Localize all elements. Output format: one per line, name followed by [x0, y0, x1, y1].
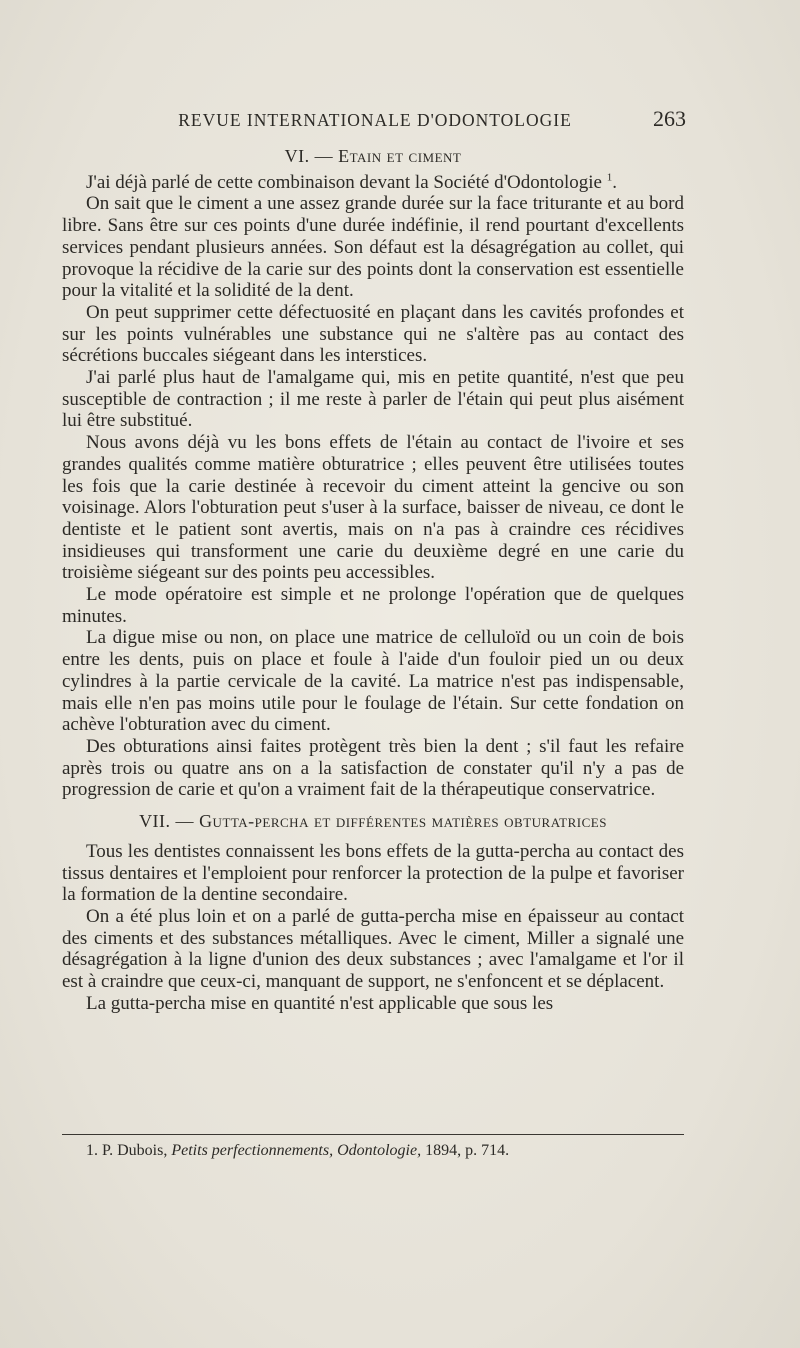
paragraph: Tous les dentistes connaissent les bons effets de la gutta-percha au contact des tissus dentaires et l'emploient pour renforcer la protection de la pulpe et favoriser la formation de la dentine secondaire. — [62, 840, 684, 906]
page-header — [62, 106, 688, 136]
paragraph: On peut supprimer cette défectuosité en plaçant dans les cavités profondes et sur les points vulnérables une substance qui ne s'altère pas au contact des sécrétions buccales siégeant dans les interstices. — [62, 301, 684, 367]
paragraph: J'ai parlé plus haut de l'amalgame qui, mis en petite quantité, n'est que peu susceptible de contraction ; il me reste à parler de l'étain qui peut plus aisément lui être substitué. — [62, 367, 684, 432]
paragraph: Le mode opératoire est simple et ne prolonge l'opération que de quelques minutes. — [62, 584, 684, 627]
section-numeral: VI. — — [284, 146, 334, 166]
paragraph: Nous avons déjà vu les bons effets de l'étain au contact de l'ivoire et ses grandes qualités comme matière obturatrice ; elles peuvent être utilisées toutes les fois que la carie destinée à recevoir du ciment atteint la gencive ou son voisinage. Alors l'obturation peut s'user à la surface, baisser de niveau, ce dont le dentiste et le patient sont avertis, mais on n'a pas à craindre ces récidives insidieuses qui transforment une carie du deuxième degré en une carie du troisième siégeant sur des points peu accessibles. — [62, 432, 684, 584]
footnote-number: 1. — [86, 1142, 98, 1159]
section-numeral: VII. — — [139, 811, 195, 832]
paragraph: La digue mise ou non, on place une matrice de celluloïd ou un coin de bois entre les dents, puis on place et foule à l'aide d'un fouloir pied un ou deux cylindres à la partie cervicale de la cavité. La matrice n'est pas indispensable, mais elle n'en pas moins utile pour le foulage de l'étain. Sur cette fondation on achève l'obturation avec du ciment. — [62, 627, 684, 736]
footnote-author: P. Dubois, — [102, 1142, 168, 1159]
paragraph: Des obturations ainsi faites protègent très bien la dent ; s'il faut les refaire après trois ou quatre ans on a la satisfaction de constater qu'il n'y a pas de progression de carie et qu'on a vraiment fait de la thérapeutique conservatrice. — [62, 735, 684, 801]
page-number: 263 — [653, 106, 686, 131]
footnote-rest: 1894, p. 714. — [425, 1142, 510, 1159]
section-title: Gutta-percha et différentes matières obturatrices — [199, 811, 607, 832]
section-title: Etain et ciment — [338, 146, 462, 166]
footnote-rule — [62, 1134, 684, 1135]
section-heading-vii — [62, 811, 684, 833]
footnote-title: Petits perfectionnements, — [171, 1142, 334, 1159]
paragraph: J'ai déjà parlé de cette combinaison devant la Société d'Odontologie $^1$. — [86, 171, 617, 193]
running-title: REVUE INTERNATIONALE D'ODONTOLOGIE — [178, 110, 572, 130]
paragraph: La gutta-percha mise en quantité n'est applicable que sous les — [86, 992, 554, 1014]
section-heading-vi — [62, 146, 684, 168]
text-column — [62, 146, 684, 1014]
footnote-journal: Odontologie, — [337, 1142, 422, 1159]
footnote-marker: 1 — [606, 171, 613, 184]
footnote — [86, 1142, 686, 1160]
paragraph: On a été plus loin et on a parlé de gutta-percha mise en épaisseur au contact des ciments et des substances métalliques. Avec le ciment, Miller a signalé une désagrégation à la ligne d'union des deux substances ; avec l'amalgame et l'or il est à craindre que ceux-ci, manquant de support, ne s'enfoncent et se déplacent. — [62, 905, 684, 993]
paragraph: On sait que le ciment a une assez grande durée sur la face triturante et au bord libre. Sans être sur ces points d'une durée indéfinie, il rend pourtant d'excellents services pendant plusieurs années. Son défaut est la désagrégation au collet, qui provoque la récidive de la carie sur des points dont la conservation est essentielle pour la vitalité et la solidité de la dent. — [62, 193, 684, 302]
